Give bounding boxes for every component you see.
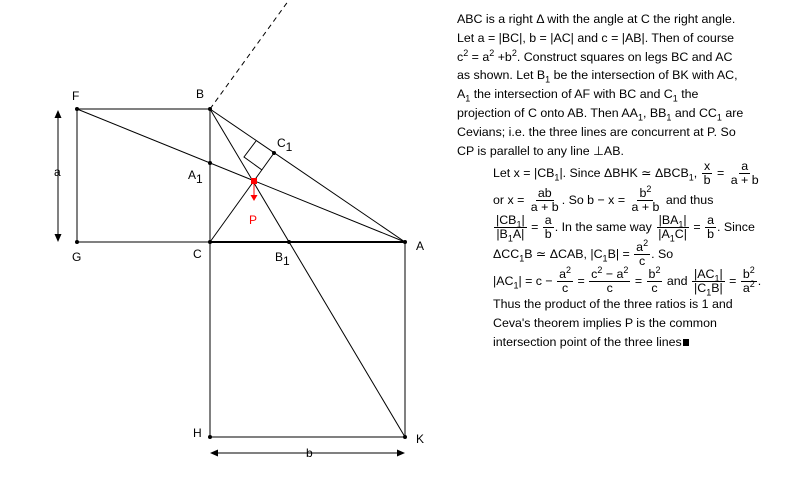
label-a-dim: a [54, 165, 61, 179]
label-h: H [193, 426, 202, 440]
point-f [75, 107, 79, 111]
label-p: P [249, 213, 258, 227]
dashed-extension [210, 0, 289, 109]
proof-line-2: or x = $\frac{ab}{a + b}$ . So b − x = $\frac{b^2}{a + b}$ and thus [493, 184, 714, 215]
proof-text [457, 10, 797, 352]
point-c [208, 240, 212, 244]
dim-b-arrow-right [397, 450, 405, 457]
point-a1 [208, 161, 212, 165]
square-achk [210, 242, 405, 437]
fraction: $\frac{b^2}{c}$ [648, 265, 661, 296]
proof-line-3: $\frac{|CB_1|}{|B_1A|}$ = $\frac{a}{b}$ . In the same way $\frac{|BA_1|}{|A_1C|}$ = $\frac{a}{b}$ . Since [496, 213, 755, 244]
fraction: $\frac{a^2}{c}$ [636, 238, 649, 269]
fraction: $\frac{a}{a + b}$ [730, 159, 759, 188]
fraction: $\frac{b^2}{a^2}$ [742, 265, 755, 296]
dim-b-arrow-left [210, 450, 218, 457]
intro-line-7: Cevians; i.e. the three lines are concurrent at P. So [457, 124, 736, 139]
fraction: $\frac{c^2 - a^2}{c}$ [591, 265, 629, 296]
point-g [75, 240, 79, 244]
point-p [251, 178, 257, 184]
intro-line-2: Let a = |BC|, b = |AC| and c = |AB|. Then of course [457, 30, 735, 45]
fraction: $\frac{|BA_1|}{|A_1C|}$ [658, 213, 687, 244]
arrow-p-head [251, 195, 258, 201]
dim-a-arrow-top [55, 110, 62, 118]
intro-line-6: projection of C onto AB. Then $AA_1$, $BB_1$ and $CC_1$ are [457, 105, 744, 123]
label-b: B [196, 87, 205, 101]
intro-line-4: as shown. Let $B_1$ be the intersection of BK with AC, [457, 68, 738, 85]
label-a: A [416, 239, 425, 253]
line-af [77, 109, 405, 242]
fraction: $\frac{a}{b}$ [707, 213, 714, 242]
label-k: K [416, 432, 425, 446]
dim-a-arrow-bottom [55, 234, 62, 242]
fraction: $\frac{a^2}{c}$ [559, 265, 572, 296]
point-c1 [272, 151, 276, 155]
line-bk [210, 109, 405, 437]
fraction: $\frac{a}{b}$ [544, 213, 552, 242]
label-b-dim: b [306, 446, 313, 460]
label-f: F [72, 89, 80, 103]
label-c1: C1 [277, 136, 293, 154]
label-g: G [72, 250, 82, 264]
intro-line-8: CP is parallel to any line ⊥AB. [457, 143, 624, 158]
proof-line-7: Ceva's theorem implies P is the common [493, 316, 717, 331]
intro-line-1: ABC is a right Δ with the angle at C the right angle. [457, 12, 736, 26]
proof-line-4: $\Delta CC_1B$ ≃ ΔCAB, $|C_1B|$ = $\frac{a^2}{c}$ . So [493, 238, 674, 269]
fraction: $\frac{|CB_1|}{|B_1A|}$ [496, 213, 525, 244]
point-k [403, 435, 407, 439]
label-b1: B1 [275, 250, 290, 268]
fraction: $\frac{|AC_1|}{|C_1B|}$ [694, 267, 723, 298]
fraction: $\frac{b^2}{a + b}$ [631, 184, 660, 215]
proof-line-1: Let $x = |CB_1|$. Since ΔBHK ≃ $\Delta BCB_1$, $\frac{x}{b}$ = $\frac{a}{a + b}$ [493, 159, 759, 188]
proof-line-5: $|AC_1| = c$ − $\frac{a^2}{c}$ = $\frac{c^2 - a^2}{c}$ = $\frac{b^2}{c}$ and $\frac{|AC_1|}{|C_1B|}$ = $\frac{b^2}{a^2}$ . [493, 265, 762, 298]
label-a1: A1 [188, 168, 203, 186]
proof-line-6: Thus the product of the three ratios is 1 and [493, 297, 733, 312]
segment-ab [210, 109, 405, 242]
fraction: $\frac{x}{b}$ [703, 159, 711, 188]
qed-mark [683, 339, 689, 346]
point-a [403, 240, 407, 244]
proof-line-8: intersection point of the three lines [493, 333, 797, 352]
label-c: C [193, 247, 202, 261]
right-angle-marker [244, 141, 262, 170]
point-b [208, 107, 212, 111]
point-b1 [287, 240, 291, 244]
fraction: $\frac{ab}{a + b}$ [530, 186, 559, 215]
point-h [208, 435, 212, 439]
intro-line-5: $A_1$ the intersection of AF with BC and $C_1$ the [457, 87, 699, 104]
intro-line-3: $c^2 = a^2 +b^2$. Construct squares on legs BC and AC [457, 47, 733, 64]
